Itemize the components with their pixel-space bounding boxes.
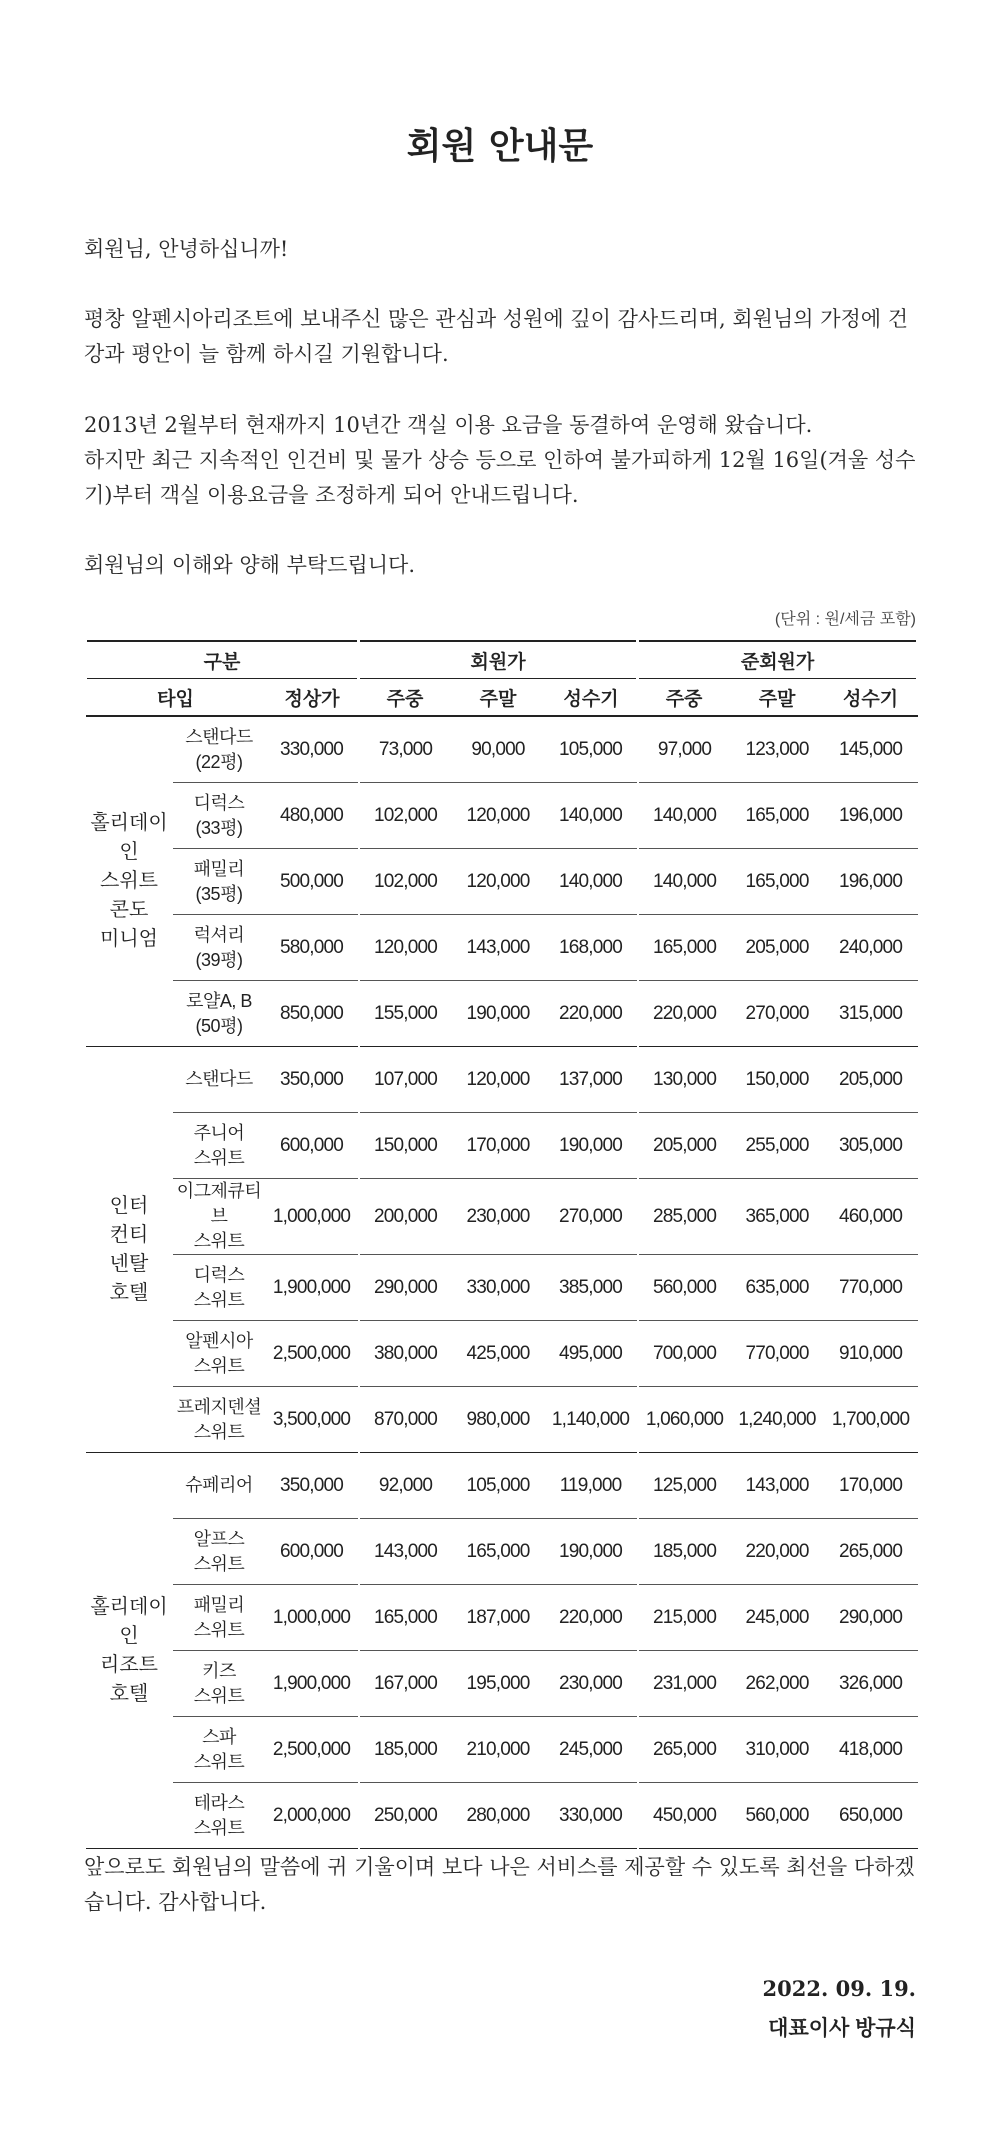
associate-weekend-cell: 205,000 (731, 915, 824, 981)
normal-price-cell: 2,500,000 (266, 1321, 359, 1387)
table-row (86, 1453, 918, 1519)
room-type-cell: 주니어 스위트 (173, 1113, 266, 1179)
associate-peak-cell: 290,000 (824, 1585, 918, 1651)
member-weekday-cell: 200,000 (359, 1179, 452, 1255)
member-peak-cell: 168,000 (545, 915, 638, 981)
intro-paragraph: 평창 알펜시아리조트에 보내주신 많은 관심과 성원에 깊이 감사드리며, 회원님의 가정에 건강과 평안이 늘 함께 하시길 기원합니다. (84, 307, 909, 366)
associate-peak-cell: 1,700,000 (824, 1387, 918, 1453)
member-weekday-cell: 73,000 (359, 716, 452, 783)
room-type-cell: 스파 스위트 (173, 1717, 266, 1783)
header-associate-weekend: 주말 (731, 679, 824, 717)
table-row (86, 1651, 918, 1717)
header-member-weekday: 주중 (359, 679, 452, 717)
associate-weekday-cell: 140,000 (638, 783, 731, 849)
associate-peak-cell: 240,000 (824, 915, 918, 981)
header-group: 구분 (86, 641, 359, 679)
associate-weekend-cell: 123,000 (731, 716, 824, 783)
table-row (86, 1717, 918, 1783)
request-text: 회원님의 이해와 양해 부탁드립니다. (84, 553, 415, 577)
associate-weekday-cell: 220,000 (638, 981, 731, 1047)
table-subheader-row (86, 679, 918, 717)
rate-freeze-text: 2013년 2월부터 현재까지 10년간 객실 이용 요금을 동결하여 운영해 왔습니다. (84, 413, 813, 437)
member-weekend-cell: 165,000 (452, 1519, 545, 1585)
notice-date: 2022. 09. 19. (762, 1976, 916, 2001)
associate-peak-cell: 196,000 (824, 849, 918, 915)
room-type-cell: 패밀리 (35평) (173, 849, 266, 915)
member-peak-cell: 245,000 (545, 1717, 638, 1783)
associate-weekend-cell: 770,000 (731, 1321, 824, 1387)
table-row (86, 1783, 918, 1849)
associate-weekend-cell: 270,000 (731, 981, 824, 1047)
associate-peak-cell: 315,000 (824, 981, 918, 1047)
greeting-text: 회원님, 안녕하십니까! (84, 237, 289, 261)
room-type-cell: 이그제큐티브 스위트 (173, 1179, 266, 1255)
member-weekend-cell: 120,000 (452, 1047, 545, 1113)
room-type-cell: 프레지덴셜 스위트 (173, 1387, 266, 1453)
associate-weekend-cell: 255,000 (731, 1113, 824, 1179)
table-row (86, 915, 918, 981)
associate-peak-cell: 145,000 (824, 716, 918, 783)
unit-note: (단위 : 원/세금 포함) (774, 611, 916, 628)
member-weekend-cell: 170,000 (452, 1113, 545, 1179)
member-peak-cell: 190,000 (545, 1113, 638, 1179)
member-peak-cell: 190,000 (545, 1519, 638, 1585)
associate-weekend-cell: 220,000 (731, 1519, 824, 1585)
member-weekday-cell: 165,000 (359, 1585, 452, 1651)
normal-price-cell: 1,000,000 (266, 1179, 359, 1255)
associate-weekday-cell: 165,000 (638, 915, 731, 981)
associate-weekday-cell: 130,000 (638, 1047, 731, 1113)
associate-weekend-cell: 560,000 (731, 1783, 824, 1849)
normal-price-cell: 480,000 (266, 783, 359, 849)
table-row (86, 849, 918, 915)
associate-weekday-cell: 265,000 (638, 1717, 731, 1783)
associate-weekend-cell: 143,000 (731, 1453, 824, 1519)
normal-price-cell: 350,000 (266, 1047, 359, 1113)
member-weekend-cell: 425,000 (452, 1321, 545, 1387)
rate-adjustment-text: 하지만 최근 지속적인 인건비 및 물가 상승 등으로 인하여 불가피하게 12월 16일(겨울 성수기)부터 객실 이용요금을 조정하게 되어 안내드립니다. (84, 448, 916, 507)
member-peak-cell: 495,000 (545, 1321, 638, 1387)
associate-weekday-cell: 205,000 (638, 1113, 731, 1179)
table-row (86, 1255, 918, 1321)
member-peak-cell: 220,000 (545, 981, 638, 1047)
member-peak-cell: 140,000 (545, 849, 638, 915)
member-weekend-cell: 230,000 (452, 1179, 545, 1255)
member-weekend-cell: 195,000 (452, 1651, 545, 1717)
rate-table-body (86, 716, 918, 1849)
header-normal-price: 정상가 (266, 679, 359, 717)
associate-weekday-cell: 97,000 (638, 716, 731, 783)
member-weekday-cell: 185,000 (359, 1717, 452, 1783)
associate-peak-cell: 170,000 (824, 1453, 918, 1519)
member-weekday-cell: 107,000 (359, 1047, 452, 1113)
room-type-cell: 테라스 스위트 (173, 1783, 266, 1849)
associate-peak-cell: 305,000 (824, 1113, 918, 1179)
member-peak-cell: 230,000 (545, 1651, 638, 1717)
associate-weekend-cell: 262,000 (731, 1651, 824, 1717)
member-weekday-cell: 155,000 (359, 981, 452, 1047)
room-type-cell: 키즈 스위트 (173, 1651, 266, 1717)
associate-peak-cell: 196,000 (824, 783, 918, 849)
normal-price-cell: 600,000 (266, 1113, 359, 1179)
member-weekday-cell: 102,000 (359, 783, 452, 849)
associate-peak-cell: 650,000 (824, 1783, 918, 1849)
member-weekday-cell: 120,000 (359, 915, 452, 981)
associate-peak-cell: 910,000 (824, 1321, 918, 1387)
member-weekend-cell: 120,000 (452, 849, 545, 915)
member-peak-cell: 140,000 (545, 783, 638, 849)
member-peak-cell: 119,000 (545, 1453, 638, 1519)
table-row (86, 783, 918, 849)
table-row (86, 1113, 918, 1179)
member-weekday-cell: 870,000 (359, 1387, 452, 1453)
member-peak-cell: 137,000 (545, 1047, 638, 1113)
normal-price-cell: 1,900,000 (266, 1651, 359, 1717)
member-weekend-cell: 105,000 (452, 1453, 545, 1519)
associate-weekend-cell: 165,000 (731, 849, 824, 915)
room-type-cell: 로얄A, B (50평) (173, 981, 266, 1047)
header-associate-weekday: 주중 (638, 679, 731, 717)
associate-weekday-cell: 185,000 (638, 1519, 731, 1585)
room-type-cell: 스탠다드 (22평) (173, 716, 266, 783)
room-type-cell: 알펜시아 스위트 (173, 1321, 266, 1387)
member-weekend-cell: 143,000 (452, 915, 545, 981)
member-peak-cell: 385,000 (545, 1255, 638, 1321)
associate-weekday-cell: 1,060,000 (638, 1387, 731, 1453)
associate-peak-cell: 770,000 (824, 1255, 918, 1321)
associate-weekday-cell: 285,000 (638, 1179, 731, 1255)
member-peak-cell: 330,000 (545, 1783, 638, 1849)
closing-text: 앞으로도 회원님의 말씀에 귀 기울이며 보다 나은 서비스를 제공할 수 있도록 최선을 다하겠습니다. 감사합니다. (84, 1855, 915, 1914)
associate-weekend-cell: 635,000 (731, 1255, 824, 1321)
associate-peak-cell: 326,000 (824, 1651, 918, 1717)
category-cell: 홀리데이 인 리조트 호텔 (86, 1453, 173, 1849)
normal-price-cell: 1,000,000 (266, 1585, 359, 1651)
normal-price-cell: 350,000 (266, 1453, 359, 1519)
member-weekend-cell: 330,000 (452, 1255, 545, 1321)
member-weekday-cell: 167,000 (359, 1651, 452, 1717)
table-row (86, 1519, 918, 1585)
normal-price-cell: 2,000,000 (266, 1783, 359, 1849)
member-weekday-cell: 380,000 (359, 1321, 452, 1387)
normal-price-cell: 3,500,000 (266, 1387, 359, 1453)
room-type-cell: 패밀리 스위트 (173, 1585, 266, 1651)
room-type-cell: 슈페리어 (173, 1453, 266, 1519)
member-weekend-cell: 90,000 (452, 716, 545, 783)
member-weekday-cell: 150,000 (359, 1113, 452, 1179)
associate-weekend-cell: 150,000 (731, 1047, 824, 1113)
table-row (86, 1387, 918, 1453)
member-weekend-cell: 210,000 (452, 1717, 545, 1783)
header-member-price: 회원가 (359, 641, 638, 679)
header-member-weekend: 주말 (452, 679, 545, 717)
room-type-cell: 알프스 스위트 (173, 1519, 266, 1585)
member-weekend-cell: 280,000 (452, 1783, 545, 1849)
normal-price-cell: 2,500,000 (266, 1717, 359, 1783)
table-row (86, 716, 918, 783)
member-weekend-cell: 190,000 (452, 981, 545, 1047)
member-weekday-cell: 250,000 (359, 1783, 452, 1849)
header-type: 타입 (86, 679, 266, 717)
associate-weekday-cell: 140,000 (638, 849, 731, 915)
room-type-cell: 디럭스 (33평) (173, 783, 266, 849)
table-header-row (86, 641, 918, 679)
associate-weekday-cell: 231,000 (638, 1651, 731, 1717)
member-weekend-cell: 120,000 (452, 783, 545, 849)
associate-peak-cell: 205,000 (824, 1047, 918, 1113)
header-associate-peak: 성수기 (824, 679, 918, 717)
room-type-cell: 스탠다드 (173, 1047, 266, 1113)
associate-weekday-cell: 560,000 (638, 1255, 731, 1321)
associate-weekend-cell: 245,000 (731, 1585, 824, 1651)
table-row (86, 981, 918, 1047)
member-peak-cell: 270,000 (545, 1179, 638, 1255)
associate-peak-cell: 460,000 (824, 1179, 918, 1255)
associate-weekday-cell: 700,000 (638, 1321, 731, 1387)
associate-weekend-cell: 165,000 (731, 783, 824, 849)
normal-price-cell: 330,000 (266, 716, 359, 783)
associate-weekend-cell: 310,000 (731, 1717, 824, 1783)
room-type-cell: 럭셔리 (39평) (173, 915, 266, 981)
member-peak-cell: 1,140,000 (545, 1387, 638, 1453)
associate-peak-cell: 265,000 (824, 1519, 918, 1585)
header-member-peak: 성수기 (545, 679, 638, 717)
rate-table (84, 640, 919, 1849)
member-weekday-cell: 290,000 (359, 1255, 452, 1321)
member-weekend-cell: 187,000 (452, 1585, 545, 1651)
normal-price-cell: 850,000 (266, 981, 359, 1047)
table-row (86, 1321, 918, 1387)
associate-peak-cell: 418,000 (824, 1717, 918, 1783)
member-weekday-cell: 92,000 (359, 1453, 452, 1519)
header-associate-price: 준회원가 (638, 641, 918, 679)
associate-weekday-cell: 125,000 (638, 1453, 731, 1519)
normal-price-cell: 600,000 (266, 1519, 359, 1585)
associate-weekend-cell: 1,240,000 (731, 1387, 824, 1453)
associate-weekday-cell: 450,000 (638, 1783, 731, 1849)
associate-weekday-cell: 215,000 (638, 1585, 731, 1651)
table-row (86, 1047, 918, 1113)
member-weekday-cell: 102,000 (359, 849, 452, 915)
associate-weekend-cell: 365,000 (731, 1179, 824, 1255)
member-peak-cell: 105,000 (545, 716, 638, 783)
room-type-cell: 디럭스 스위트 (173, 1255, 266, 1321)
category-cell: 인터 컨티 넨탈 호텔 (86, 1047, 173, 1453)
table-row (86, 1585, 918, 1651)
category-cell: 홀리데이 인 스위트 콘도 미니엄 (86, 716, 173, 1047)
normal-price-cell: 580,000 (266, 915, 359, 981)
signature: 대표이사 방규식 (768, 2017, 916, 2040)
notice-title: 회원 안내문 (406, 125, 594, 167)
normal-price-cell: 500,000 (266, 849, 359, 915)
normal-price-cell: 1,900,000 (266, 1255, 359, 1321)
table-row (86, 1179, 918, 1255)
member-weekend-cell: 980,000 (452, 1387, 545, 1453)
member-peak-cell: 220,000 (545, 1585, 638, 1651)
member-weekday-cell: 143,000 (359, 1519, 452, 1585)
